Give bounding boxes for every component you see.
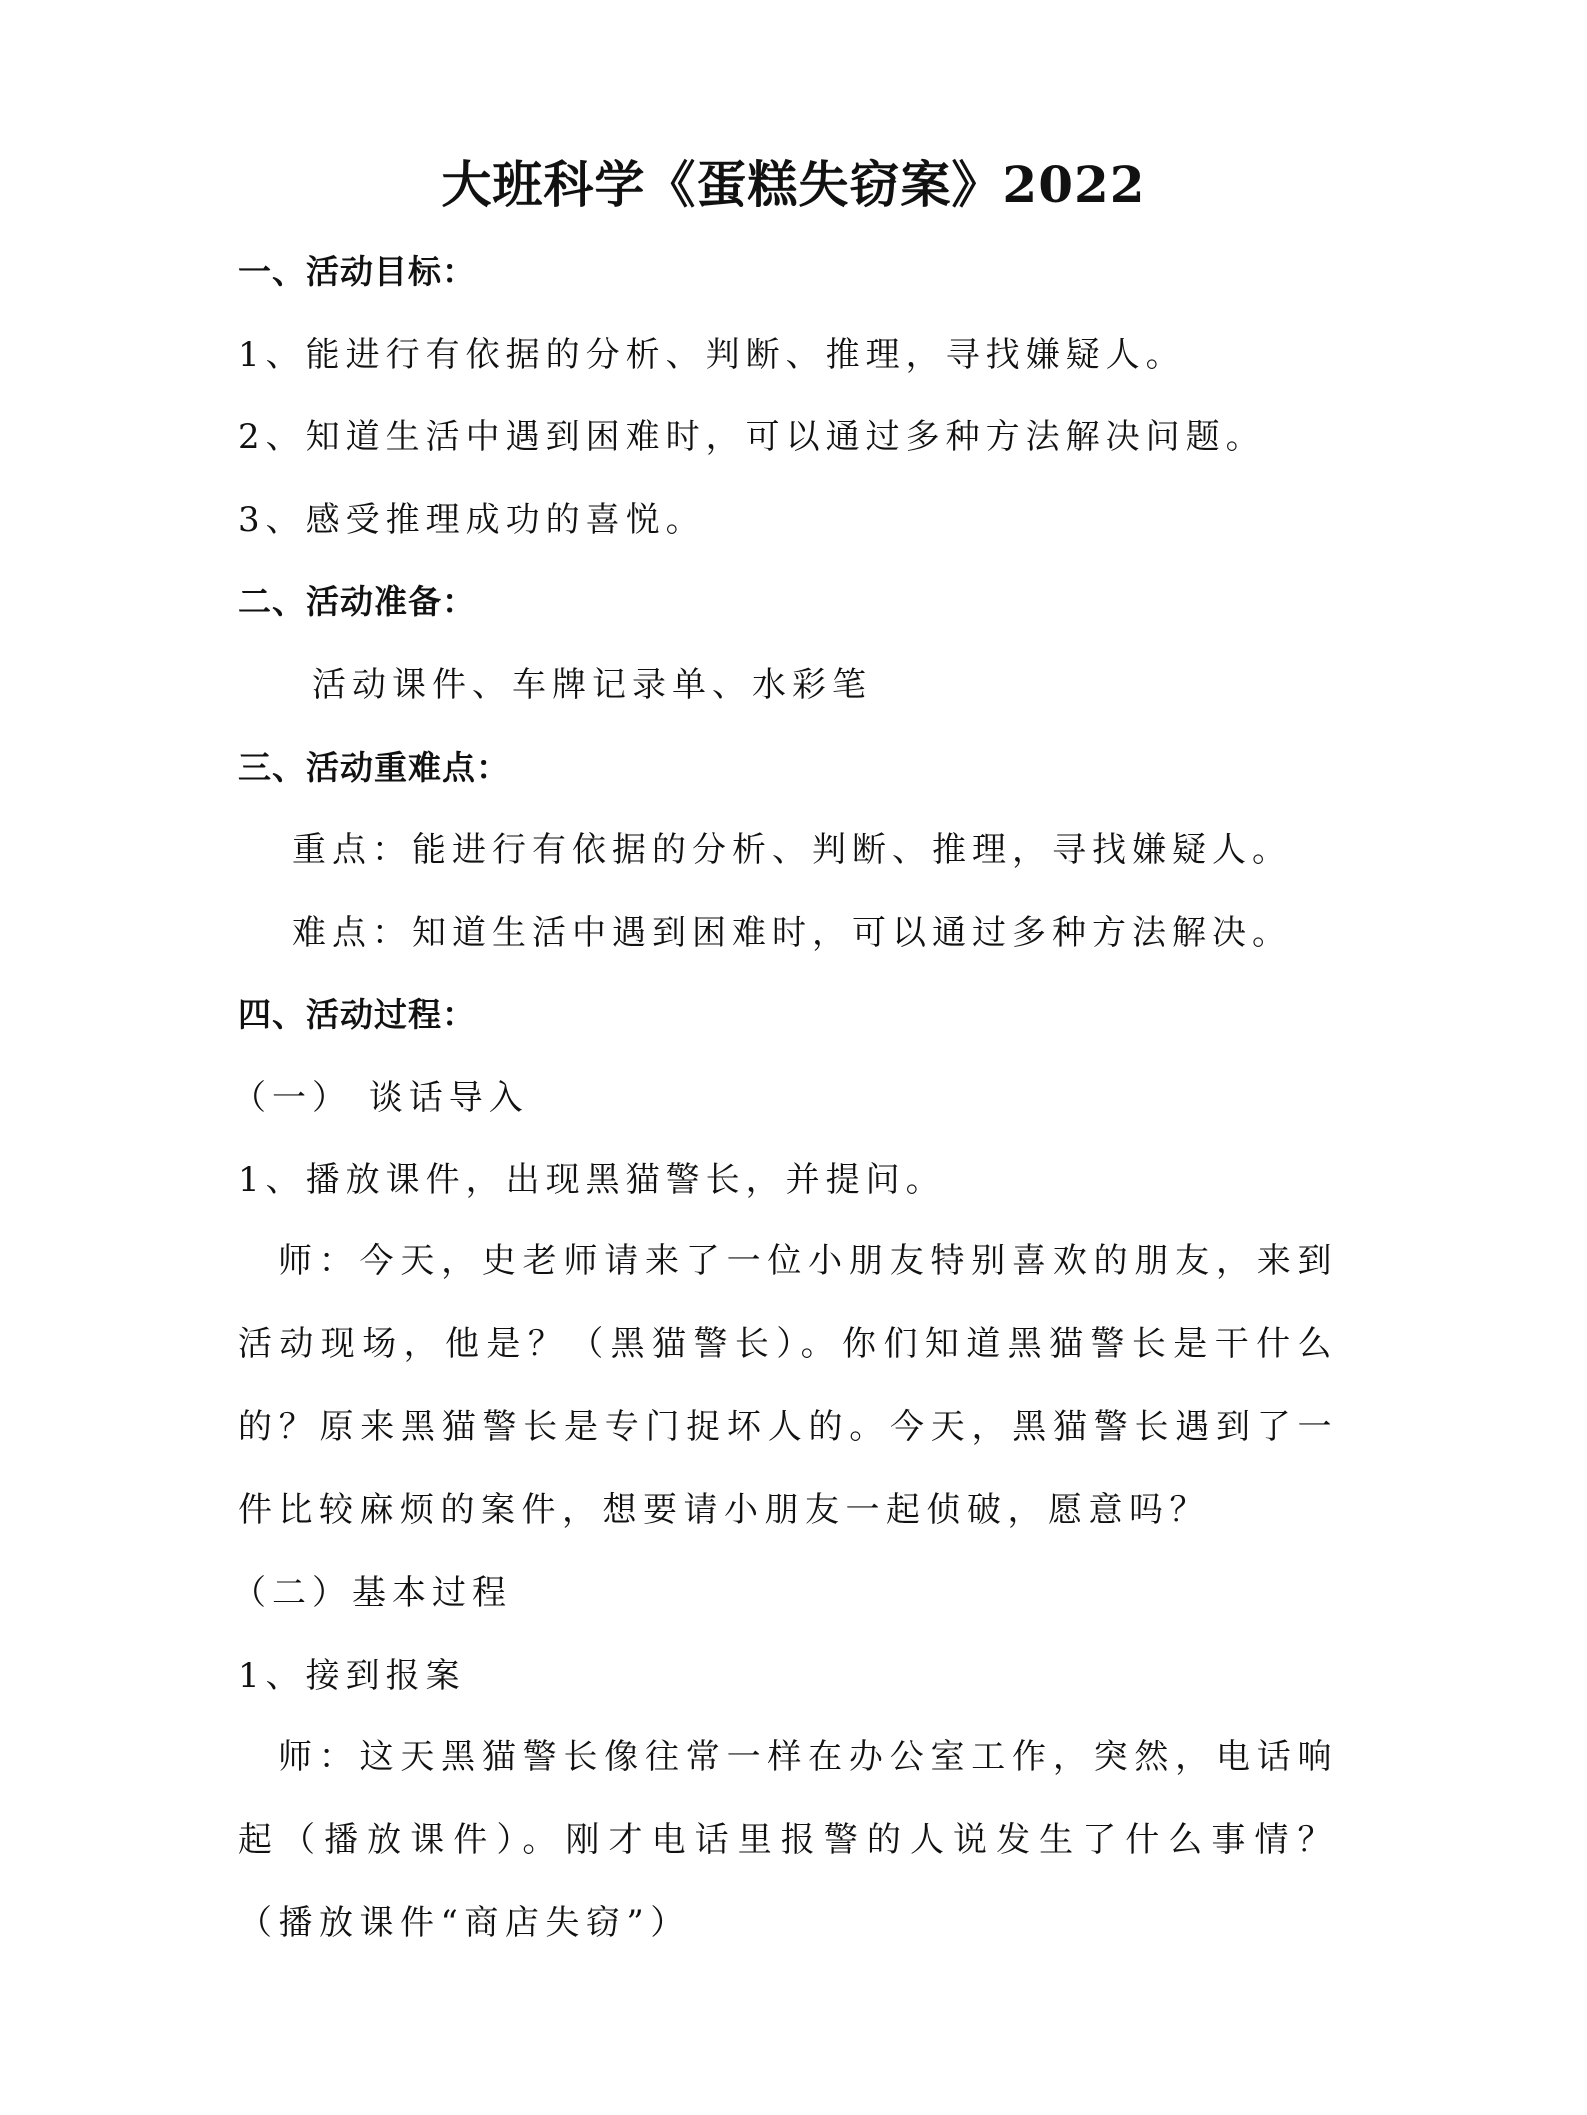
process-part2-teacher-paragraph: 师：这天黑猫警长像往常一样在办公室工作，突然，电话响起（播放课件）。刚才电话里报警的人说发生了什么事情？（播放课件“商店失窃”） [238, 1737, 1338, 1943]
process-part2-heading: （二）基本过程 [232, 1573, 512, 1613]
document-title: 大班科学《蛋糕失窃案》2022 [441, 155, 1146, 214]
section-heading-process: 四、活动过程： [238, 995, 476, 1034]
process-part1-heading: （一） 谈话导入 [232, 1078, 529, 1118]
process-part2-step1: 1、接到报案 [238, 1656, 466, 1696]
goal-item-1: 1、能进行有依据的分析、判断、推理，寻找嫌疑人。 [238, 335, 1186, 375]
process-part1-step1: 1、播放课件，出现黑猫警长，并提问。 [238, 1160, 946, 1200]
key-point-focus: 重点：能进行有依据的分析、判断、推理，寻找嫌疑人。 [292, 830, 1292, 870]
goal-item-2: 2、知道生活中遇到困难时，可以通过多种方法解决问题。 [238, 417, 1266, 457]
section-heading-key-points: 三、活动重难点： [238, 748, 510, 787]
process-part1-teacher-paragraph: 师：今天，史老师请来了一位小朋友特别喜欢的朋友，来到活动现场，他是？（黑猫警长）。你们知道黑猫警长是干什么的？原来黑猫警长是专门捉坏人的。今天，黑猫警长遇到了一件比较麻烦的案件，想要请小朋友一起侦破，愿意吗？ [238, 1241, 1338, 1530]
key-point-difficulty: 难点：知道生活中遇到困难时，可以通过多种方法解决。 [292, 913, 1292, 953]
preparation-text: 活动课件、车牌记录单、水彩笔 [312, 665, 872, 705]
goal-item-3: 3、感受推理成功的喜悦。 [238, 500, 706, 540]
section-heading-goals: 一、活动目标： [238, 252, 476, 291]
section-heading-preparation: 二、活动准备： [238, 582, 476, 621]
